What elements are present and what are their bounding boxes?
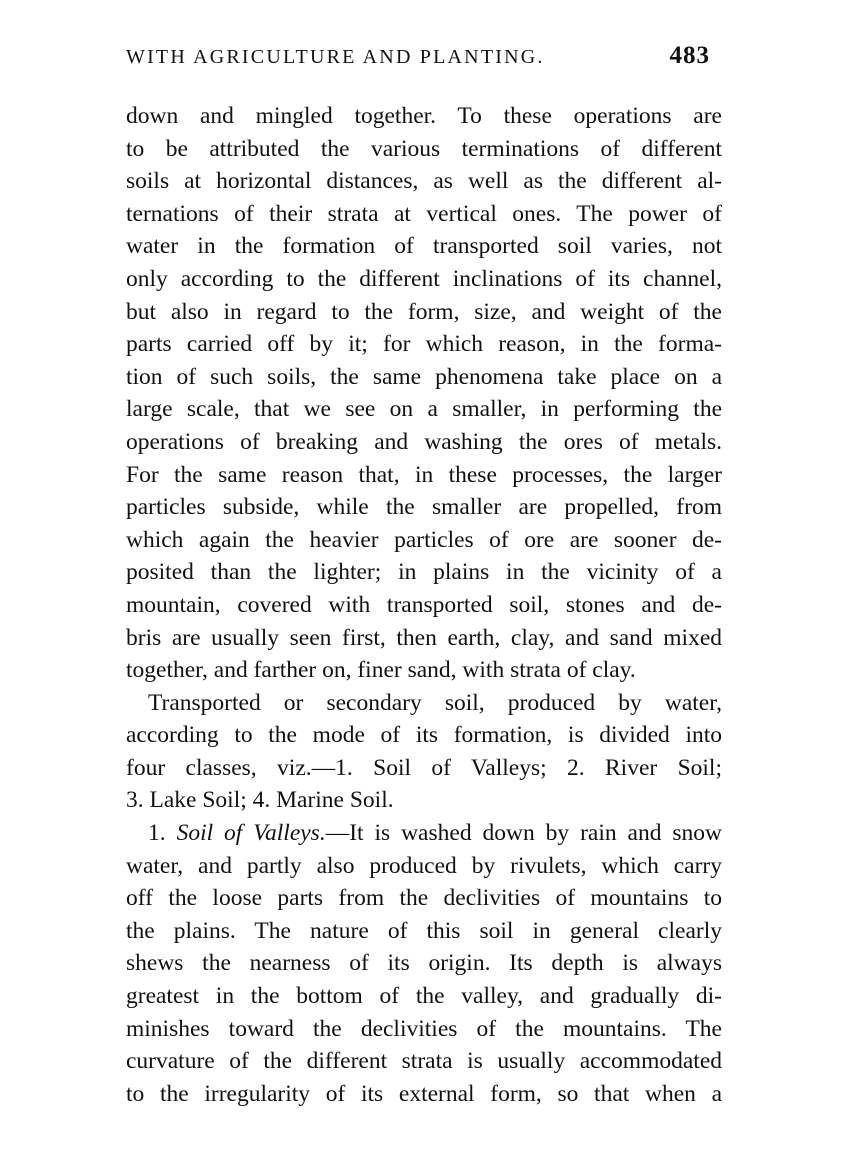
page-header [126,42,710,78]
text-line: the plains. The nature of this soil in general clearly [126,917,722,944]
text-line: bris are usually seen first, then earth, clay, and sand mixed [126,624,722,651]
text-line: only according to the different inclinations of its channel, [126,265,722,292]
text-line: For the same reason that, in these processes, the larger [126,461,722,488]
paragraph-3 [126,817,722,1110]
text-line: mountain, covered with transported soil, stones and de- [126,591,722,618]
text-line: to be attributed the various terminations of different [126,135,722,162]
text-line: parts carried off by it; for which reason, in the forma- [126,331,722,358]
running-head: WITH AGRICULTURE AND PLANTING. [126,46,545,68]
paragraph-1 [126,100,722,687]
section-number: 1. [148,820,166,847]
text-line: shews the nearness of its origin. Its depth is always [126,950,722,977]
text-line: greatest in the bottom of the valley, and gradually di- [126,983,722,1010]
text-line: large scale, that we see on a smaller, in performing the [126,396,722,423]
text-line: posited than the lighter; in plains in the vicinity of a [126,559,722,586]
text-line: but also in regard to the form, size, and weight of the [126,298,722,325]
text-line: water in the formation of transported soil varies, not [126,233,722,260]
text-line: soils at horizontal distances, as well as the different al- [126,168,722,195]
body-text [126,100,722,1110]
text-line: particles subside, while the smaller are propelled, from [126,494,722,521]
section-lead-text: —It is washed down by rain and snow [325,820,723,847]
text-line: ternations of their strata at vertical ones. The power of [126,200,722,227]
text-line: Transported or secondary soil, produced by water, [148,689,722,716]
text-line: water, and partly also produced by rivulets, which carry [126,852,722,879]
text-line: curvature of the different strata is usually accommodated [126,1048,722,1075]
text-line: according to the mode of its formation, is divided into [126,722,722,749]
text-line: down and mingled together. To these operations are [126,103,722,129]
text-line: which again the heavier particles of ore are sooner de- [126,526,722,553]
text-line: to the irregularity of its external form, so that when a [126,1080,722,1107]
text-line: four classes, viz.—1. Soil of Valleys; 2. River Soil; [126,754,722,781]
text-line [126,817,722,850]
paragraph-2 [126,687,722,817]
section-heading: Soil of Valleys. [176,820,326,847]
text-line: off the loose parts from the declivities of mountains to [126,885,722,912]
text-line: operations of breaking and washing the ores of metals. [126,428,722,455]
text-line: tion of such soils, the same phenomena take place on a [126,363,722,390]
page-number: 483 [669,42,710,69]
text-line: together, and farther on, finer sand, with strata of clay. [126,657,636,684]
text-line: 3. Lake Soil; 4. Marine Soil. [126,787,394,814]
text-line: minishes toward the declivities of the mountains. The [126,1015,722,1042]
